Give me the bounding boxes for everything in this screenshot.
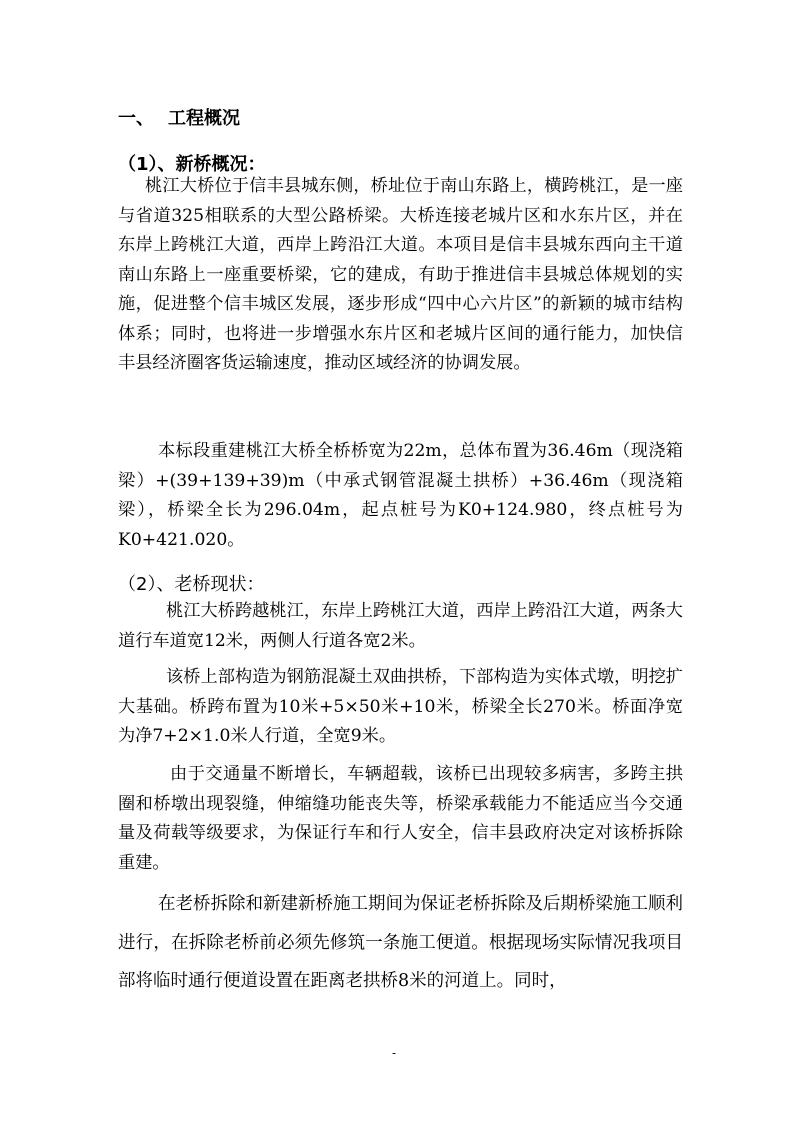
old-bridge-heading: （2）、老桥现状： [118,574,265,595]
section-heading [118,104,240,130]
old-bridge-paragraph-2: 该桥上部构造为钢筋混凝土双曲拱桥，下部构造为实体式墩，明挖扩大基础。桥跨布置为10米+5×50米+10米，桥梁全长270米。桥面净宽为净7+2×1.0米人行道，全宽9米。 [118,667,683,746]
new-bridge-paragraph-1: 桃江大桥位于信丰县城东侧，桥址位于南山东路上，横跨桃江，是一座与省道325相联系的大型公路桥梁。大桥连接老城片区和水东片区，并在东岸上跨桃江大道，西岸上跨沿江大道。本项目是信丰县城东西向主干道南山东路上一座重要桥梁，它的建成，有助于推进信丰县城总体规划的实施，促进整个信丰城区发展，逐步形成“四中心六片区”的新颖的城市结构体系；同时，也将进一步增强水东片区和老城片区间的通行能力，加快信丰县经济圈客货运输速度，推动区域经济的协调发展。 [118,176,683,373]
section-number: 一、 [118,108,154,129]
new-bridge-paragraph-2: 本标段重建桃江大桥全桥桥宽为22m，总体布置为36.46m（现浇箱梁）+(39+139+39)m（中承式钢管混凝土拱桥）+36.46m（现浇箱梁），桥梁全长为296.04m，起点桩号为K0+124.980，终点桩号为K0+421.020。 [118,441,683,550]
old-bridge-paragraph-1: 桃江大桥跨越桃江，东岸上跨桃江大道，西岸上跨沿江大道，两条大道行车道宽12米，两侧人行道各宽2米。 [118,601,683,651]
old-bridge-paragraph-4: 在老桥拆除和新建新桥施工期间为保证老桥拆除及后期桥梁施工顺利进行，在拆除老桥前必须先修筑一条施工便道。根据现场实际情况我项目部将临时通行便道设置在距离老拱桥8米的河道上。同时， [118,894,683,991]
page-footer-mark: - [392,1046,397,1060]
old-bridge-paragraph-3: 由于交通量不断增长，车辆超载，该桥已出现较多病害，多跨主拱圈和桥墩出现裂缝，伸缩缝功能丧失等，桥梁承载能力不能适应当今交通量及荷载等级要求，为保证行车和行人安全，信丰县政府决定对该桥拆除重建。 [118,764,683,873]
new-bridge-heading: （1）、新桥概况： [118,154,266,175]
section-title: 工程概况 [168,108,240,129]
